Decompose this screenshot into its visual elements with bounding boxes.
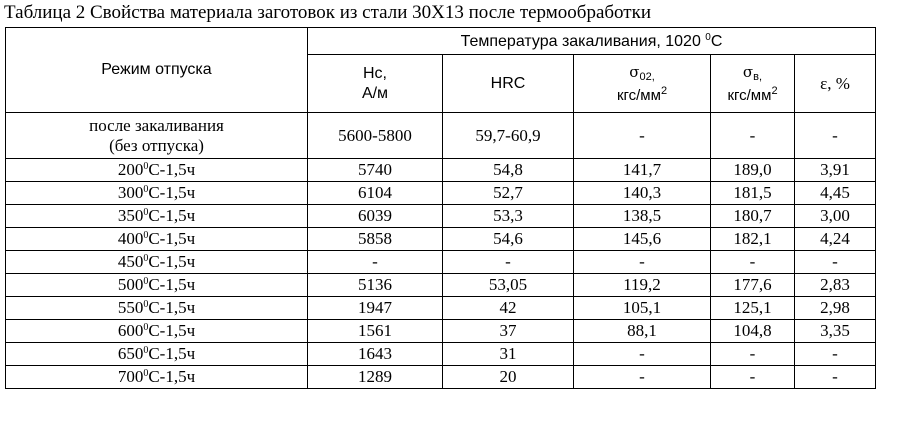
header-sigma-b-pow: 2 <box>771 85 778 97</box>
cell-sigma-02: 140,3 <box>574 182 711 205</box>
table-row <box>6 297 876 320</box>
cell-mode-degree: 0 <box>143 368 149 379</box>
cell-elongation: 2,98 <box>795 297 876 320</box>
cell-mode-temp: 600 <box>117 321 144 340</box>
header-sigma-b-symbol: σ <box>742 63 754 81</box>
header-hc-symbol: Hc, <box>363 64 387 82</box>
cell-mode-duration: С-1,5ч <box>148 229 196 248</box>
cell-mode <box>6 205 308 228</box>
cell-mode-quenched-line1: после закаливания <box>89 115 224 135</box>
table-row <box>6 228 876 251</box>
cell-sigma-02: 141,7 <box>574 159 711 182</box>
cell-mode-duration: С-1,5ч <box>148 252 196 271</box>
cell-sigma-b: 189,0 <box>711 159 795 182</box>
cell-mode <box>6 343 308 366</box>
cell-hc: 6104 <box>308 182 443 205</box>
header-sigma-b-sub: в, <box>753 71 763 83</box>
header-hc <box>308 55 443 113</box>
table-caption: Таблица 2 Свойства материала заготовок из стали 30Х13 после термообработки <box>4 2 652 23</box>
cell-mode-temp: 350 <box>117 206 144 225</box>
cell-sigma-02: 119,2 <box>574 274 711 297</box>
table-row-quenched <box>6 113 876 159</box>
cell-hc: 1289 <box>308 366 443 389</box>
cell-mode <box>6 297 308 320</box>
cell-hc: 1561 <box>308 320 443 343</box>
table-row <box>6 343 876 366</box>
cell-mode <box>6 251 308 274</box>
header-sigma-b-unit: кгс/мм <box>727 87 772 104</box>
cell-mode-degree: 0 <box>143 161 149 172</box>
header-sigma-02-unit: кгс/мм <box>616 87 661 104</box>
header-sigma-b-unit-line <box>711 83 794 104</box>
cell-mode-degree: 0 <box>143 184 149 195</box>
cell-elongation: 4,24 <box>795 228 876 251</box>
cell-hc: 6039 <box>308 205 443 228</box>
cell-mode-duration: С-1,5ч <box>148 206 196 225</box>
quench-temperature-label: Температура закаливания, 1020 <box>460 32 706 50</box>
cell-sigma-02: 88,1 <box>574 320 711 343</box>
cell-mode-temp: 650 <box>117 344 144 363</box>
header-sigma-02 <box>574 55 711 113</box>
cell-hrc: 54,8 <box>443 159 574 182</box>
table-row <box>6 320 876 343</box>
table-row <box>6 366 876 389</box>
cell-sigma-02: - <box>574 366 711 389</box>
cell-sigma-b: 180,7 <box>711 205 795 228</box>
cell-sigma-b: 125,1 <box>711 297 795 320</box>
header-sigma-02-symbol: σ <box>629 63 640 81</box>
cell-mode-quenched-line2: (без отпуска) <box>109 135 204 155</box>
cell-mode-quenched <box>6 113 308 159</box>
cell-sigma-b: 104,8 <box>711 320 795 343</box>
header-elongation: ε, % <box>795 55 876 113</box>
table-row <box>6 251 876 274</box>
cell-elongation: - <box>795 366 876 389</box>
cell-elongation: 3,00 <box>795 205 876 228</box>
cell-hc: 1947 <box>308 297 443 320</box>
cell-mode-duration: С-1,5ч <box>148 367 196 386</box>
cell-mode-temp: 700 <box>117 367 144 386</box>
cell-sigma-b: - <box>711 366 795 389</box>
cell-mode-temp: 550 <box>117 298 144 317</box>
cell-mode-duration: С-1,5ч <box>148 160 196 179</box>
cell-hrc: 42 <box>443 297 574 320</box>
cell-mode-degree: 0 <box>143 230 149 241</box>
cell-mode-degree: 0 <box>143 276 149 287</box>
cell-elongation: - <box>795 251 876 274</box>
cell-hrc: 20 <box>443 366 574 389</box>
cell-hrc: - <box>443 251 574 274</box>
cell-hc: 5600-5800 <box>308 113 443 159</box>
header-temper-mode: Режим отпуска <box>6 28 308 113</box>
cell-sigma-02: 105,1 <box>574 297 711 320</box>
cell-mode-duration: С-1,5ч <box>148 183 196 202</box>
cell-mode-duration: С-1,5ч <box>148 321 196 340</box>
header-sigma-02-pow: 2 <box>660 85 668 97</box>
cell-hrc: 37 <box>443 320 574 343</box>
cell-mode <box>6 274 308 297</box>
cell-elongation: 3,91 <box>795 159 876 182</box>
cell-hrc: 52,7 <box>443 182 574 205</box>
cell-mode <box>6 320 308 343</box>
material-properties-table <box>5 27 876 389</box>
header-hrc: HRC <box>443 55 574 113</box>
header-row-top <box>6 28 876 55</box>
cell-elongation: - <box>795 343 876 366</box>
table-row <box>6 159 876 182</box>
cell-elongation: 4,45 <box>795 182 876 205</box>
cell-hrc: 53,3 <box>443 205 574 228</box>
cell-hc: 1643 <box>308 343 443 366</box>
cell-mode <box>6 159 308 182</box>
quench-temperature-degree: 0 <box>705 31 711 43</box>
cell-sigma-02: - <box>574 343 711 366</box>
cell-mode-degree: 0 <box>143 207 149 218</box>
header-sigma-02-sub: 02, <box>639 71 655 83</box>
cell-hrc: 31 <box>443 343 574 366</box>
cell-elongation: 2,83 <box>795 274 876 297</box>
cell-sigma-02: - <box>574 113 711 159</box>
cell-sigma-02: - <box>574 251 711 274</box>
cell-mode-duration: С-1,5ч <box>148 344 196 363</box>
cell-sigma-b: 181,5 <box>711 182 795 205</box>
cell-sigma-b: 182,1 <box>711 228 795 251</box>
cell-mode-duration: С-1,5ч <box>148 275 196 294</box>
cell-hrc: 54,6 <box>443 228 574 251</box>
cell-sigma-02: 145,6 <box>574 228 711 251</box>
cell-hrc: 53,05 <box>443 274 574 297</box>
quench-temperature-unit: С <box>710 32 723 50</box>
cell-mode-degree: 0 <box>143 345 149 356</box>
cell-mode-temp: 500 <box>117 275 144 294</box>
cell-mode-degree: 0 <box>143 253 149 264</box>
cell-hc: - <box>308 251 443 274</box>
cell-hrc: 59,7-60,9 <box>443 113 574 159</box>
cell-mode-temp: 200 <box>117 160 144 179</box>
cell-hc: 5136 <box>308 274 443 297</box>
header-quench-temperature <box>308 28 876 55</box>
table-row <box>6 274 876 297</box>
cell-mode <box>6 228 308 251</box>
cell-mode-degree: 0 <box>143 322 149 333</box>
cell-mode <box>6 182 308 205</box>
header-hc-unit: А/м <box>361 84 389 102</box>
cell-elongation: - <box>795 113 876 159</box>
cell-sigma-b: 177,6 <box>711 274 795 297</box>
cell-sigma-b: - <box>711 113 795 159</box>
cell-mode-temp: 400 <box>117 229 144 248</box>
cell-mode-temp: 450 <box>117 252 144 271</box>
cell-elongation: 3,35 <box>795 320 876 343</box>
cell-sigma-02: 138,5 <box>574 205 711 228</box>
cell-mode-temp: 300 <box>117 183 144 202</box>
cell-hc: 5740 <box>308 159 443 182</box>
cell-mode-duration: С-1,5ч <box>148 298 196 317</box>
header-sigma-02-unit-line <box>574 83 710 104</box>
table-row <box>6 205 876 228</box>
cell-hc: 5858 <box>308 228 443 251</box>
cell-sigma-b: - <box>711 251 795 274</box>
header-sigma-b <box>711 55 795 113</box>
cell-mode-degree: 0 <box>143 299 149 310</box>
table-row <box>6 182 876 205</box>
cell-sigma-b: - <box>711 343 795 366</box>
cell-mode <box>6 366 308 389</box>
